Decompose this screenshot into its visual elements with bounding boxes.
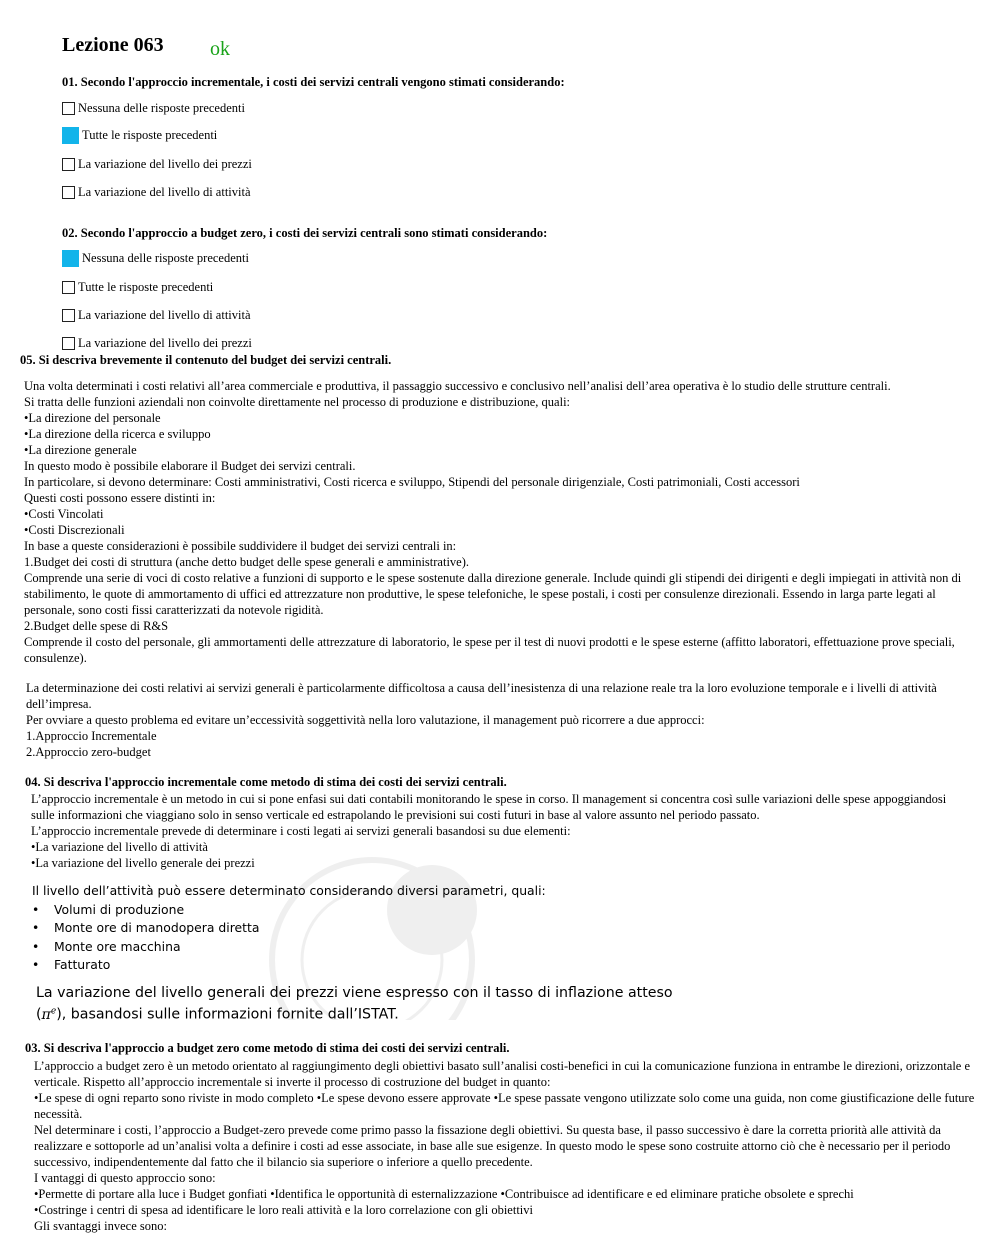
- option-label: La variazione del livello di attività: [78, 308, 251, 322]
- checkbox[interactable]: [62, 158, 75, 171]
- option-label: Nessuna delle risposte precedenti: [78, 101, 245, 115]
- list-item-text: Volumi di produzione: [54, 901, 185, 917]
- paragraph: •Le spese di ogni reparto sono riviste in modo completo •Le spese devono essere approvate •Le spese passate vengono utilizzate solo come una guida, non come giustificazione delle future necessità.: [34, 1091, 975, 1121]
- text-line: Per ovviare a questo problema ed evitare un’eccessività soggettività nella loro valutazione, il management può ricorrere a due approcci:: [26, 713, 705, 727]
- list-item-text: Monte ore di manodopera diretta: [54, 920, 260, 935]
- list-item: •Costringe i centri di spesa ad identificare le loro reali attività e la loro correlazione con gli obiettivi: [34, 1203, 533, 1217]
- checkbox-checked[interactable]: [62, 250, 79, 267]
- text-line: In base a queste considerazioni è possibile suddividere il budget dei servizi centrali in:: [24, 539, 457, 553]
- bullet: •: [32, 957, 40, 972]
- quiz-option[interactable]: [62, 308, 251, 323]
- paragraph: La determinazione dei costi relativi ai servizi generali è particolarmente difficoltosa a causa dell’inesistenza di una relazione reale tra la loro evoluzione temporale e i livelli di attività dell’impresa.: [26, 681, 937, 711]
- bullet: •: [32, 920, 40, 935]
- list-item: [32, 938, 732, 957]
- text-line: $(\pi^e)$, basandosi sulle informazioni fornite dall’ISTAT.: [36, 1006, 399, 1023]
- checkbox[interactable]: [62, 102, 75, 115]
- list-item: 1.Approccio Incrementale: [26, 729, 157, 743]
- option-label: La variazione del livello di attività: [78, 185, 251, 199]
- text-line: Questi costi possono essere distinti in:: [24, 491, 216, 505]
- bullet: •: [32, 938, 40, 954]
- text-line: I vantaggi di questo approccio sono:: [34, 1171, 216, 1185]
- option-label: Tutte le risposte precedenti: [82, 128, 218, 142]
- quiz-option[interactable]: [62, 101, 245, 116]
- text-line-rest: ), basandosi sulle informazioni fornite dall’ISTAT.: [56, 1006, 399, 1023]
- option-label: Tutte le risposte precedenti: [78, 280, 214, 294]
- paragraph: Nel determinare i costi, l’approccio a Budget-zero prevede come primo passo la fissazione degli obiettivi. Su questa base, il passo successivo è dare la corretta priorità alle attività da realizzare e sottoporle ad un’analisi volta a definire i costi ad esse associate, in base alle sue esigenze. In questo modo le spese sono costruite attorno ciò che è necessario per il periodo successivo, indipendentemente dal fatto che il bilancio sia superiore o inferiore a quello precedente.: [34, 1123, 951, 1169]
- list-item: [32, 956, 732, 975]
- pi-symbol: $\pi^e$: [41, 1006, 57, 1023]
- text-line: In particolare, si devono determinare: Costi amministrativi, Costi ricerca e sviluppo, Stipendi del personale dirigenziale, Costi patrimoniali, Costi accessori: [24, 475, 800, 489]
- paragraph: L’approccio a budget zero è un metodo orientato al raggiungimento degli obiettivi basato sull’analisi costi-benefici in cui la comunicazione funziona in entrambe le direzioni, orizzontale e verticale. Rispetto all’approccio incrementale si inverte il processo di costruzione del budget in quanto:: [34, 1059, 971, 1089]
- quiz-option[interactable]: [62, 157, 252, 172]
- list-item: •La direzione della ricerca e sviluppo: [24, 427, 211, 441]
- text-line: La variazione del livello generali dei prezzi viene espresso con il tasso di inflazione atteso: [36, 985, 673, 1001]
- list-item: [32, 901, 732, 920]
- paragraph: L’approccio incrementale è un metodo in cui si pone enfasi sui dati contabili monitorando le spese in corso. Il management si concentra così sulle variazioni delle spese appoggiandosi sulle informazioni che viaggiano solo in senso verticale ed estrapolando le previsioni sui costi futuri in base al valore assunto nel periodo passato.: [31, 792, 947, 822]
- section-05-body: [24, 378, 974, 666]
- status-label: ok: [210, 38, 230, 60]
- text-line: 1.Budget dei costi di struttura (anche detto budget delle spese generali e amministrative).: [24, 555, 470, 569]
- text-line: In questo modo è possibile elaborare il Budget dei servizi centrali.: [24, 459, 356, 473]
- list-item: •La direzione del personale: [24, 411, 161, 425]
- option-label: La variazione del livello dei prezzi: [78, 336, 252, 350]
- inflation-note: [36, 984, 756, 1024]
- text-line: Una volta determinati i costi relativi all’area commerciale e produttiva, il passaggio successivo e conclusivo nell’analisi dell’area operativa è lo studio delle strutture centrali.: [24, 379, 891, 393]
- checkbox[interactable]: [62, 281, 75, 294]
- list-item: •Permette di portare alla luce i Budget gonfiati •Identifica le opportunità di esternalizzazione •Contribuisce ad identificare e ed eliminare pratiche obsolete e sprechi: [34, 1187, 854, 1201]
- page-title: Lezione 063: [62, 34, 164, 56]
- quiz-question-01: 01. Secondo l'approccio incrementale, i costi dei servizi centrali vengono stimati considerando:: [62, 75, 565, 89]
- option-label: La variazione del livello dei prezzi: [78, 157, 252, 171]
- checkbox[interactable]: [62, 309, 75, 322]
- list-item: 2.Approccio zero-budget: [26, 745, 151, 759]
- paragraph: Comprende una serie di voci di costo relative a funzioni di supporto e le spese sostenute dalla direzione generale. Include quindi gli stipendi dei dirigenti e degli impiegati in attività non di stabilimento, le quote di ammortamento di uffici ed attrezzature non produttive, le spese telefoniche, le spese postali, i costi per consulenze direzionali. Essendo in larga parte legati al personale, sono costi fissi caratterizzati da notevole rigidità.: [24, 571, 962, 617]
- text-line: Gli svantaggi invece sono:: [34, 1219, 167, 1233]
- section-heading-03: 03. Si descriva l'approccio a budget zero come metodo di stima dei costi dei servizi centrali.: [25, 1041, 510, 1055]
- quiz-option[interactable]: [62, 185, 251, 200]
- list-item: •Costi Vincolati: [24, 507, 104, 521]
- section-heading-04: 04. Si descriva l'approccio incrementale come metodo di stima dei costi dei servizi centrali.: [25, 775, 507, 789]
- paragraph: Comprende il costo del personale, gli ammortamenti delle attrezzature di laboratorio, le spese per il test di nuovi prodotti e le spese esterne (affitto laboratori, effettuazione prove speciali, consulenze).: [24, 635, 955, 665]
- list-item: •La variazione del livello generale dei prezzi: [31, 856, 255, 870]
- list-item: •La variazione del livello di attività: [31, 840, 208, 854]
- list-item: •Costi Discrezionali: [24, 523, 125, 537]
- checkbox-checked[interactable]: [62, 127, 79, 144]
- list-item: •La direzione generale: [24, 443, 137, 457]
- quiz-option[interactable]: [62, 336, 252, 351]
- checkbox[interactable]: [62, 186, 75, 199]
- bullet: •: [32, 901, 40, 917]
- list-item: [32, 919, 732, 938]
- activity-parameters: [32, 882, 732, 975]
- section-05-body-2: [26, 680, 971, 760]
- text-line: Si tratta delle funzioni aziendali non coinvolte direttamente nel processo di produzione e distribuzione, quali:: [24, 395, 571, 409]
- text-line: L’approccio incrementale prevede di determinare i costi legati ai servizi generali basandosi su due elementi:: [31, 824, 571, 838]
- quiz-option[interactable]: [62, 280, 213, 295]
- text-line: Il livello dell’attività può essere determinato considerando diversi parametri, quali:: [32, 883, 546, 898]
- option-label: Nessuna delle risposte precedenti: [82, 251, 249, 265]
- quiz-option-selected[interactable]: [62, 250, 249, 267]
- quiz-question-02: 02. Secondo l'approccio a budget zero, i costi dei servizi centrali sono stimati considerando:: [62, 226, 548, 240]
- list-item-text: Fatturato: [54, 957, 111, 972]
- text-line: 2.Budget delle spese di R&S: [24, 619, 169, 633]
- section-heading-05: 05. Si descriva brevemente il contenuto del budget dei servizi centrali.: [20, 353, 392, 367]
- quiz-option-selected[interactable]: [62, 127, 217, 144]
- checkbox[interactable]: [62, 337, 75, 350]
- section-03-body: [34, 1058, 979, 1234]
- list-item-text: Monte ore macchina: [54, 938, 181, 954]
